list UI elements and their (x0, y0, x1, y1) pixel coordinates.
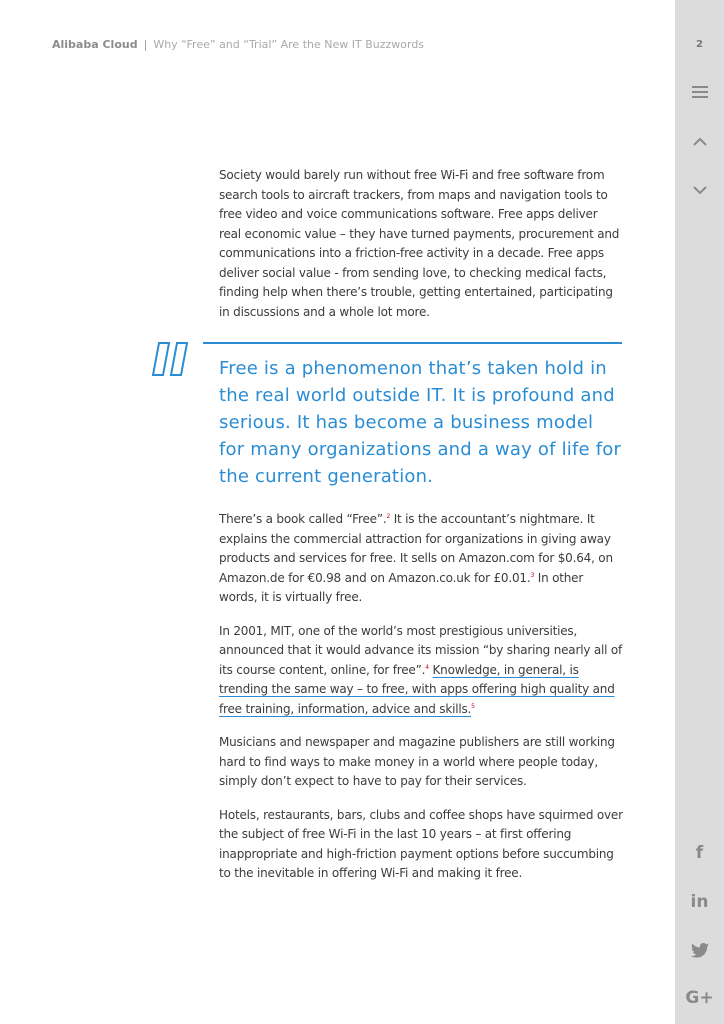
pull-quote-rule (203, 342, 622, 344)
footnote-ref[interactable]: 5 (471, 702, 475, 710)
linkedin-glyph: in (690, 892, 709, 912)
google-plus-glyph: G+ (685, 988, 714, 1008)
google-plus-icon[interactable] (675, 986, 724, 1010)
chevron-down-icon[interactable] (675, 178, 724, 202)
menu-icon[interactable] (675, 80, 724, 104)
header-separator: | (143, 38, 148, 51)
paragraph-mit-text: In 2001, MIT, one of the world’s most prestigious universities, announced that it would advance its mission “by sharing nearly all of its course content, online, for free”. (219, 623, 623, 677)
paragraph-musicians: Musicians and newspaper and magazine publishers are still working hard to find ways to make money in a world where people today, simply don’t expect to have to pay for their services. (219, 735, 615, 788)
paragraph-book-text-b: It is the accountant’s nightmare. It explains the commercial attraction for organizations in giving away products and services for free. It sells on Amazon.com for $0.64, on Amazon.de for €0.98 and on Amazon.co.uk for £0.01. (219, 512, 613, 585)
facebook-icon[interactable] (675, 841, 724, 865)
running-header (52, 38, 424, 51)
brand-name: Alibaba Cloud (52, 38, 138, 51)
quote-mark-icon (150, 342, 192, 376)
linkedin-icon[interactable] (675, 890, 724, 914)
intro-section (219, 166, 623, 322)
knowledge-link[interactable]: Knowledge, in general, is trending the same way – to free, with apps offering high quality and free training, information, advice and skills. (219, 662, 615, 716)
paragraph-intro: Society would barely run without free Wi-Fi and free software from search tools to aircraft trackers, from maps and navigation tools to free video and voice communications software. Free apps deliver real economic value – they have turned payments, procurement and communications into a friction-free activity in a decade. Free apps deliver social value - from sending love, to checking medical facts, finding help when there’s trouble, getting entertained, participating in discussions and a whole lot more. (219, 168, 620, 319)
chevron-up-icon[interactable] (675, 130, 724, 154)
paragraph-book (219, 510, 623, 608)
twitter-icon[interactable] (675, 938, 724, 962)
page-number: 2 (696, 39, 703, 50)
footnote-ref[interactable]: 2 (386, 513, 391, 520)
body-section (219, 510, 623, 884)
facebook-glyph: f (695, 843, 704, 863)
pull-quote: Free is a phenomenon that’s taken hold in the real world outside IT. It is profound and serious. It has become a business model for many organizations and a way of life for the current generation. (219, 358, 622, 487)
paragraph-book-text-c: In other words, it is virtually free. (219, 570, 584, 604)
document-title: Why “Free” and “Trial” Are the New IT Buzzwords (153, 38, 425, 51)
paragraph-book-text-a: There’s a book called “Free”. (219, 512, 387, 526)
side-rail (675, 0, 724, 1024)
footnote-ref[interactable]: 4 (425, 663, 429, 671)
footnote-ref[interactable]: 3 (530, 571, 535, 579)
paragraph-mit (219, 622, 623, 720)
paragraph-hotels: Hotels, restaurants, bars, clubs and coffee shops have squirmed over the subject of free Wi-Fi in the last 10 years – at first offering inappropriate and high-friction payment options before succumbing to the inevitable in offering Wi-Fi and making it free. (219, 807, 623, 880)
